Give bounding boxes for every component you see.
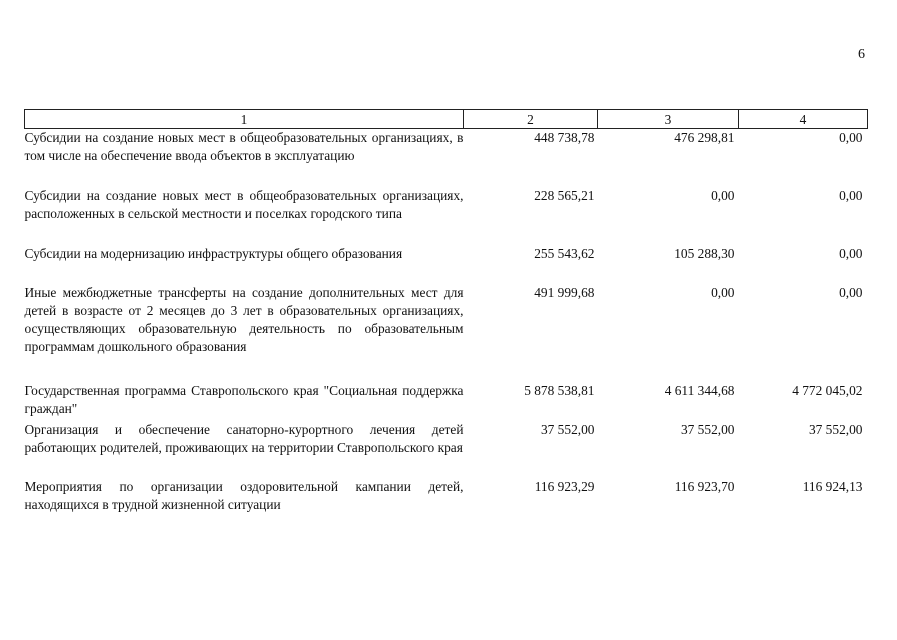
row-value-col4: 0,00: [839, 130, 863, 145]
row-value-col2: 37 552,00: [540, 421, 595, 437]
table-header-row: [25, 110, 868, 129]
table-row: [25, 284, 868, 382]
budget-table: [24, 109, 868, 518]
row-value-col2: 255 543,62: [534, 245, 595, 261]
page-number: 6: [858, 47, 865, 62]
table-row: [25, 187, 868, 245]
row-description: Организация и обеспечение санаторно-курортного лечения детей работающих родителей, проживающих на территории Ставропольского края: [24, 421, 464, 455]
row-value-col2: 491 999,68: [534, 284, 595, 300]
table-row: [25, 478, 868, 518]
table-row: [25, 245, 868, 284]
row-description: Мероприятия по организации оздоровительной кампании детей, находящихся в трудной жизненной ситуации: [24, 478, 464, 512]
column-header-3: 3: [598, 110, 739, 129]
row-value-col4: 4 772 045,02: [792, 382, 863, 398]
row-value-col3: 476 298,81: [674, 130, 735, 145]
row-value-col2: 228 565,21: [534, 187, 595, 203]
row-description: Государственная программа Ставропольского края "Социальная поддержка граждан": [24, 382, 464, 416]
table-row: [25, 382, 868, 421]
column-header-2: 2: [464, 110, 598, 129]
row-value-col4: 0,00: [839, 187, 863, 203]
row-value-col3: 105 288,30: [674, 245, 735, 261]
row-value-col3: 116 923,70: [674, 478, 735, 494]
row-value-col4: 0,00: [839, 284, 863, 300]
row-value-col3: 0,00: [711, 284, 735, 300]
row-value-col4: 116 924,13: [802, 478, 863, 494]
column-header-1: 1: [25, 110, 464, 129]
row-value-col2: 5 878 538,81: [524, 382, 595, 398]
row-description: Субсидии на создание новых мест в общеобразовательных организациях, в том числе на обеспечение ввода объектов в эксплуатацию: [24, 130, 464, 163]
row-value-col4: 0,00: [839, 245, 863, 261]
column-header-4: 4: [739, 110, 868, 129]
row-value-col3: 37 552,00: [680, 421, 735, 437]
row-value-col2: 116 923,29: [534, 478, 595, 494]
row-description: Иные межбюджетные трансферты на создание дополнительных мест для детей в возрасте от 2 месяцев до 3 лет в образовательных организациях, осуществляющих образовательную деятельность по образовательным программам дошкольного образования: [24, 284, 464, 354]
row-description: Субсидии на создание новых мест в общеобразовательных организациях, расположенных в сельской местности и поселках городского типа: [24, 187, 464, 221]
row-value-col3: 0,00: [711, 187, 735, 203]
table-row: [25, 421, 868, 478]
table-row: [25, 129, 868, 187]
row-value-col3: 4 611 344,68: [664, 382, 735, 398]
row-description: Субсидии на модернизацию инфраструктуры общего образования: [24, 245, 403, 261]
row-value-col2: 448 738,78: [534, 130, 595, 145]
row-value-col4: 37 552,00: [808, 421, 863, 437]
